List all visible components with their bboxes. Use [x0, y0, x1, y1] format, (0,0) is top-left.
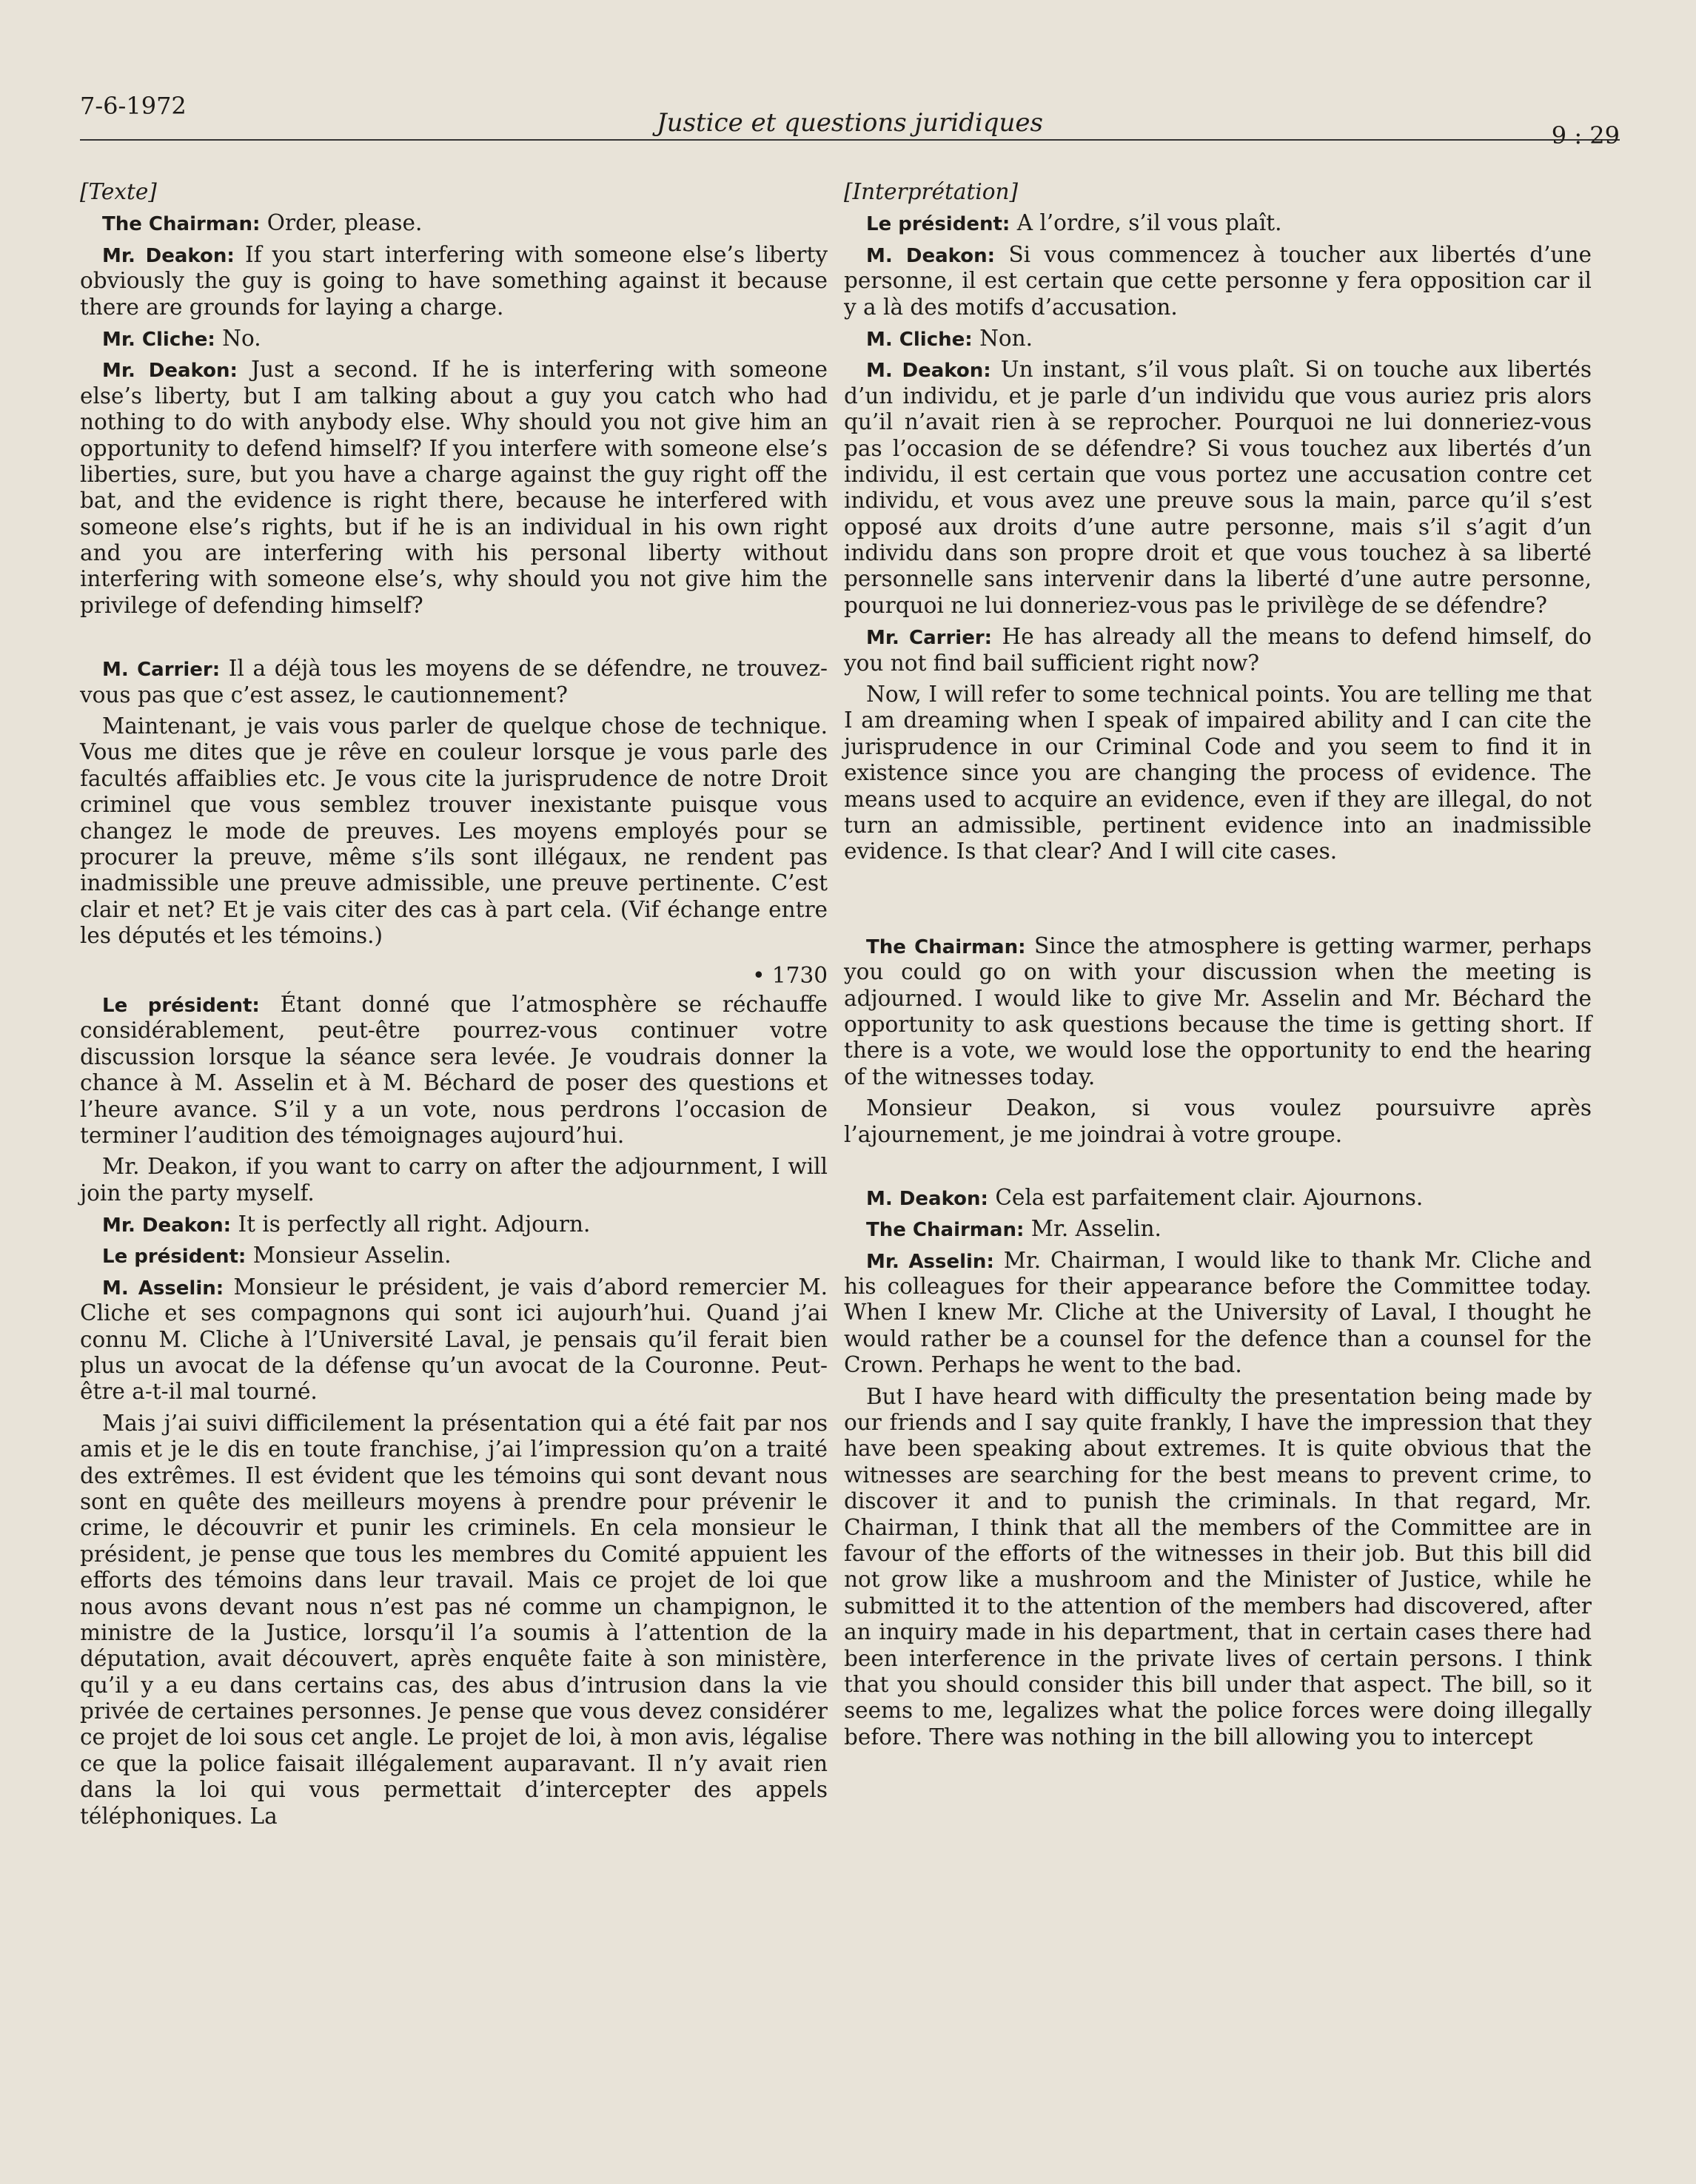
speaker-name: The Chairman: [102, 213, 261, 236]
paragraph-text: Mr. Deakon, if you want to carry on after the adjournment, I will join the party myself. [80, 1154, 828, 1206]
paragraph-text: Monsieur Deakon, si vous voulez poursuivre après l’ajournement, je me joindrai à votre groupe. [844, 1095, 1592, 1147]
speaker-name: Mr. Asselin: [866, 1250, 994, 1273]
speaker-name: Mr. Deakon: [102, 360, 238, 383]
speech-paragraph [844, 357, 1592, 619]
paragraph-text: He has already all the means to defend himself, do you not find bail sufficient right now? [844, 624, 1592, 676]
speech-paragraph [844, 624, 1592, 676]
continuation-paragraph [844, 1095, 1592, 1148]
speech-paragraph [80, 242, 828, 320]
speech-paragraph [80, 210, 828, 236]
paragraph-text: Étant donné que l’atmosphère se réchauffe considérablement, peut-être pourrez-vous continuer votre discussion lorsque la séance sera levée. Je voudrais donner la chance à M. Asselin et à M. Béchard de poser des questions et l’heure avance. S’il y a un vote, nous perdrons l’occasion de terminer l’audition des témoignages aujourd’hui. [80, 991, 828, 1148]
speech-paragraph [844, 933, 1592, 1090]
speaker-name: M. Cliche: [866, 328, 973, 351]
speech-paragraph [80, 1274, 828, 1405]
paragraph-text: Maintenant, je vais vous parler de quelque chose de technique. Vous me dites que je rêve en couleur lorsque je vous parle des facultés affaiblies etc. Je vous cite la jurisprudence de notre Droit criminel que vous semblez trouver inexistante puisque vous changez le mode de preuves. Les moyens employés pour se procurer la preuve, même s’ils sont illégaux, ne rendent pas inadmissible une preuve admissible, une preuve pertinente. C’est clair et net? Et je vais citer des cas à part cela. (Vif échange entre les députés et les témoins.) [80, 713, 828, 949]
paragraph-text: Un instant, s’il vous plaît. Si on touche aux libertés d’un individu, et je parle d’un individu que vous auriez pris alors qu’il n’avait rien à se reprocher. Pourquoi ne lui donneriez-vous pas l’occasion de se défendre? Si vous touchez aux libertés d’un individu, il est certain que vous portez une accusation contre cet individu, et vous avez une preuve sous la main, parce qu’il s’est opposé aux droits d’une autre personne, mais s’il s’agit d’un individu dans son propre droit et que vous touchez à sa liberté personnelle sans intervenir dans la liberté d’une autre personne, pourquoi ne lui donneriez-vous pas le privilège de se défendre? [844, 357, 1592, 618]
speech-paragraph [80, 656, 828, 708]
speech-paragraph [80, 1243, 828, 1269]
paragraph-text: Since the atmosphere is getting warmer, perhaps you could go on with your discussion when the meeting is adjourned. I would like to give Mr. Asselin and Mr. Béchard the opportunity to ask questions because the time is getting short. If there is a vote, we would lose the opportunity to end the hearing of the witnesses today. [844, 933, 1592, 1089]
speech-paragraph [844, 1248, 1592, 1379]
continuation-paragraph [844, 682, 1592, 865]
paragraph-text: No. [222, 325, 261, 351]
paragraph-text: A l’ordre, s’il vous plaît. [1016, 210, 1282, 236]
paragraph-text: Si vous commencez à toucher aux libertés d’une personne, il est certain que cette personne y fera opposition car il y a là des motifs d’accusation. [844, 241, 1592, 320]
speaker-name: M. Carrier: [102, 659, 221, 682]
language-tag: [Interprétation] [844, 179, 1019, 204]
speech-paragraph [844, 1185, 1592, 1211]
speech-paragraph [844, 210, 1592, 236]
speaker-name: Le président: [866, 213, 1010, 236]
paragraph-text: Mais j’ai suivi difficilement la présentation qui a été fait par nos amis et je le dis en toute franchise, j’ai l’impression qu’on a traité des extrêmes. Il est évident que les témoins qui sont devant nous sont en quête des meilleurs moyens à prendre pour prévenir le crime, le découvrir et punir les criminels. En cela monsieur le président, je pense que tous les membres du Comité appuient les efforts des témoins dans leur travail. Mais ce projet de loi que nous avons devant nous n’est pas né comme un champignon, le ministre de la Justice, lorsqu’il l’a soumis à l’attention de la députation, avait découvert, après enquête faite à son ministère, qu’il y a eu dans certains cas, des abus d’intrusion dans la vie privée de certaines personnes. Je pense que vous devez considérer ce projet de loi sous cet angle. Le projet de loi, à mon avis, légalise ce que la police faisait illégalement auparavant. Il n’y avait rien dans la loi qui vous permettait d’intercepter des appels téléphoniques. La [80, 1410, 828, 1829]
speech-paragraph [80, 1212, 828, 1237]
paragraph-text: Mr. Chairman, I would like to thank Mr. Cliche and his colleagues for their appearance before the Committee today. When I knew Mr. Cliche at the University of Laval, I thought he would rather be a counsel for the defence than a counsel for the Crown. Perhaps he went to the bad. [844, 1247, 1592, 1378]
paragraph-text: But I have heard with difficulty the presentation being made by our friends and I say quite frankly, I have the impression that they have been speaking about extremes. It is quite obvious that the witnesses are searching for the best means to prevent crime, to discover it and to punish the criminals. In that regard, Mr. Chairman, I think that all the members of the Committee are in favour of the efforts of the witnesses in their job. But this bill did not grow like a mushroom and the Minister of Justice, while he submitted it to the attention of the members had discovered, after an inquiry made in his department, that in certain cases there had been interference in the private lives of certain persons. I think that you should consider this bill under that aspect. The bill, so it seems to me, legalizes what the police forces were doing illegally before. There was nothing in the bill allowing you to intercept [844, 1383, 1592, 1750]
paragraph-text: If you start interfering with someone else’s liberty obviously the guy is going to have something against it because there are grounds for laying a charge. [80, 241, 828, 320]
speaker-name: Mr. Deakon: [102, 1214, 232, 1237]
speaker-name: Mr. Carrier: [866, 627, 993, 650]
paragraph-text: Monsieur le président, je vais d’abord remercier M. Cliche et ses compagnons qui sont ici aujourh’hui. Quand j’ai connu M. Cliche à l’Université Laval, je pensais qu’il ferait bien plus un avocat de la défense qu’un avocat de la Couronne. Peut-être a-t-il mal tourné. [80, 1274, 828, 1405]
header-date: 7-6-1972 [80, 92, 187, 120]
paragraph-text: Cela est parfaitement clair. Ajournons. [995, 1184, 1424, 1210]
header-rule [80, 139, 1620, 141]
speaker-name: Le président: [102, 1246, 247, 1269]
paragraph-text: It is perfectly all right. Adjourn. [238, 1212, 591, 1237]
page-header [80, 87, 1620, 149]
paragraph-text: Just a second. If he is interfering with someone else’s liberty, but I am talking about a guy you catch who had nothing to do with anybody else. Why should you not give him an opportunity to defend himself? If you interfere with someone else’s liberties, sure, but you have a charge against the guy right off the bat, and the evidence is right there, because he interfered with someone else’s rights, but if he is an individual in his own right and you are interfering with his personal liberty without interfering with someone else’s, why should you not give him the privilege of defending himself? [80, 357, 828, 618]
continuation-paragraph [80, 1154, 828, 1206]
speech-paragraph [80, 992, 828, 1149]
continuation-paragraph [80, 713, 828, 950]
header-page-number: 9 : 29 [1551, 121, 1620, 149]
language-tag: [Texte] [80, 179, 157, 204]
speaker-name: Mr. Cliche: [102, 328, 215, 351]
continuation-paragraph [80, 1411, 828, 1829]
speaker-name: M. Deakon: [866, 1187, 988, 1210]
speaker-name: The Chairman: [866, 935, 1026, 958]
time-marker: • 1730 [752, 962, 828, 988]
header-title: Justice et questions juridiques [657, 108, 1043, 138]
speech-paragraph [844, 242, 1592, 320]
paragraph-text: Mr. Asselin. [1030, 1216, 1162, 1242]
speaker-name: M. Deakon: [866, 244, 995, 267]
paragraph-text: Monsieur Asselin. [252, 1243, 452, 1269]
speaker-name: Mr. Deakon: [102, 244, 235, 267]
speaker-name: The Chairman: [866, 1219, 1025, 1242]
paragraph-text: Il a déjà tous les moyens de se défendre, ne trouvez-vous pas que c’est assez, le cautionnement? [80, 656, 828, 708]
left-column-english-text [80, 179, 828, 1835]
speech-paragraph [80, 326, 828, 352]
speech-paragraph [844, 326, 1592, 352]
speaker-name: M. Deakon: [866, 360, 991, 383]
paragraph-text: Order, please. [267, 210, 423, 236]
speaker-name: M. Asselin: [102, 1277, 224, 1300]
speech-paragraph [844, 1216, 1592, 1242]
right-column-interpretation [844, 179, 1592, 1755]
continuation-paragraph [844, 1384, 1592, 1750]
paragraph-text: Non. [979, 325, 1033, 351]
paragraph-text: Now, I will refer to some technical points. You are telling me that I am dreaming when I speak of impaired ability and I can cite the jurisprudence in our Criminal Code and you seem to find it in existence since you are changing the process of evidence. The means used to acquire an evidence, even if they are illegal, do not turn an admissible, pertinent evidence into an inadmissible evidence. Is that clear? And I will cite cases. [844, 682, 1592, 864]
speech-paragraph [80, 357, 828, 619]
speaker-name: Le président: [102, 994, 260, 1017]
